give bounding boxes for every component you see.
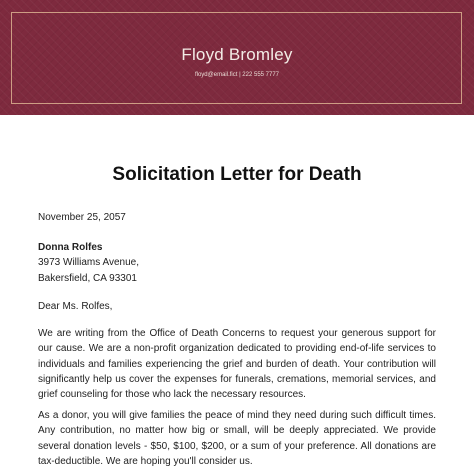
recipient-address-line2: Bakersfield, CA 93301 <box>38 272 137 284</box>
body-paragraph: We are writing from the Office of Death Concerns to request your generous support for our cause. We are a non-profit organization dedicated to providing end-of-life services to individuals and families experiencing the grief and burden of death. Your contribution will significantly help us cover the expenses for funerals, cremations, memorial services, and grief counseling for those who lack the necessary resources. <box>38 328 436 401</box>
letterhead-banner <box>0 0 474 115</box>
sender-name: Floyd Bromley <box>181 45 293 64</box>
body-paragraph: As a donor, you will give families the peace of mind they need during such difficult times. Any contribution, no matter how big or small, will be deeply appreciated. We provide several donation levels - $50, $100, $200, or a sum of your preference. All donations are tax-deductible. We are hoping you'll consider us. <box>38 410 436 467</box>
recipient-block <box>38 240 436 286</box>
document-title: Solicitation Letter for Death <box>112 164 362 185</box>
recipient-name: Donna Rolfes <box>38 242 103 253</box>
recipient-address-line1: 3973 Williams Avenue, <box>38 257 139 269</box>
salutation: Dear Ms. Rolfes, <box>38 301 113 312</box>
sender-contact: floyd@email.fict | 222 555 7777 <box>194 72 280 78</box>
letter-date: November 25, 2057 <box>38 212 126 223</box>
